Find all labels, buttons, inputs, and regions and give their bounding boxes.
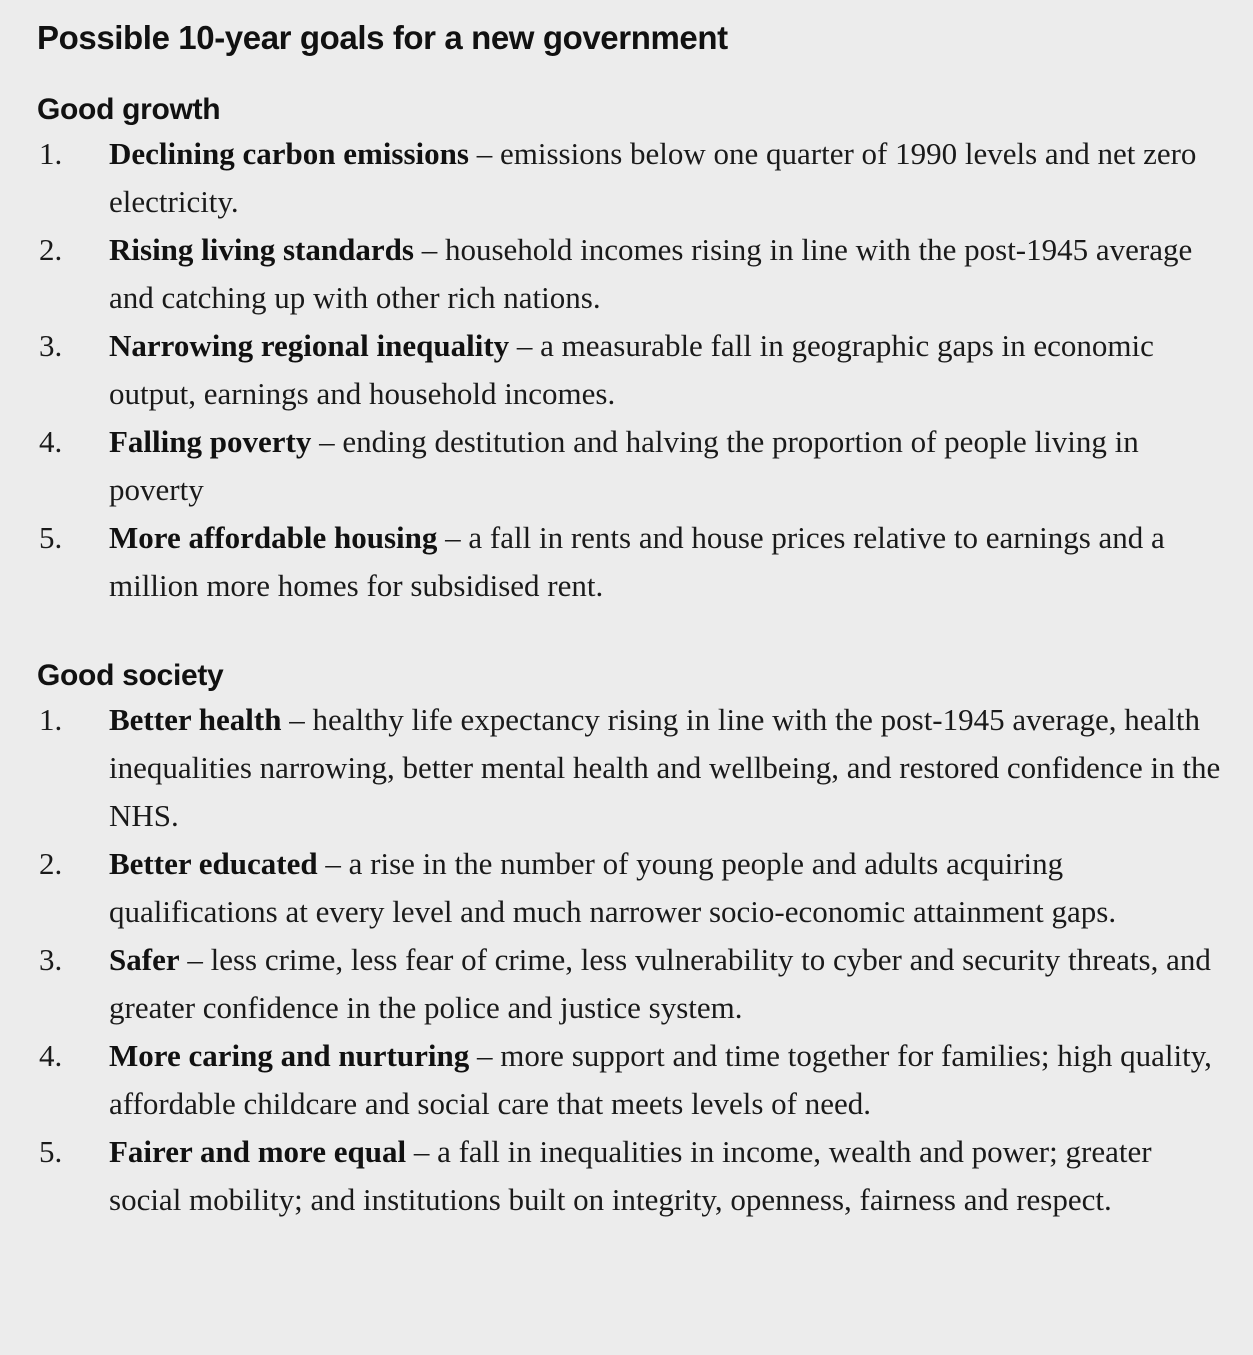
document-page: [37, 16, 1227, 1224]
section-heading-good-growth: Good growth: [37, 93, 221, 126]
list-item: [37, 840, 1227, 936]
goal-title: Narrowing regional inequality: [109, 328, 510, 363]
item-number: 4.: [39, 1038, 63, 1073]
list-item: [37, 1128, 1227, 1224]
item-number: 2.: [39, 232, 63, 267]
item-number: 5.: [39, 1134, 63, 1169]
goals-list-good-growth: [37, 130, 1227, 610]
goal-title: Fairer and more equal: [109, 1134, 407, 1169]
page-title: Possible 10-year goals for a new government: [37, 19, 728, 56]
goal-description: – less crime, less fear of crime, less vulnerability to cyber and security threats, and greater confidence in the police and justice system.: [109, 942, 1211, 1025]
goal-title: Rising living standards: [109, 232, 414, 267]
goal-description: – ending destitution and halving the proportion of people living in poverty: [109, 424, 1139, 507]
goal-title: Better health: [109, 702, 282, 737]
goal-title: Declining carbon emissions: [109, 136, 469, 171]
list-item: [37, 936, 1227, 1032]
list-item: [37, 322, 1227, 418]
goal-title: Falling poverty: [109, 424, 312, 459]
item-number: 3.: [39, 942, 63, 977]
goal-description: – emissions below one quarter of 1990 levels and net zero electricity.: [109, 136, 1197, 219]
goals-list-good-society: [37, 696, 1227, 1224]
goal-description: – household incomes rising in line with the post-1945 average and catching up with other rich nations.: [109, 232, 1193, 315]
goal-title: More caring and nurturing: [109, 1038, 470, 1073]
list-item: [37, 696, 1227, 840]
goal-title: Safer: [109, 942, 180, 977]
goal-description: – a measurable fall in geographic gaps in economic output, earnings and household incomes.: [109, 328, 1154, 411]
goal-description: – more support and time together for families; high quality, affordable childcare and social care that meets levels of need.: [109, 1038, 1212, 1121]
item-number: 2.: [39, 846, 63, 881]
list-item: [37, 418, 1227, 514]
item-number: 3.: [39, 328, 63, 363]
list-item: [37, 1032, 1227, 1128]
goal-description: – a fall in rents and house prices relative to earnings and a million more homes for subsidised rent.: [109, 520, 1165, 603]
item-number: 1.: [39, 136, 63, 171]
goal-description: – a fall in inequalities in income, wealth and power; greater social mobility; and institutions built on integrity, openness, fairness and respect.: [109, 1134, 1152, 1217]
goal-title: More affordable housing: [109, 520, 438, 555]
goal-description: – a rise in the number of young people and adults acquiring qualifications at every level and much narrower socio-economic attainment gaps.: [109, 846, 1117, 929]
item-number: 5.: [39, 520, 63, 555]
list-item: [37, 514, 1227, 610]
list-item: [37, 226, 1227, 322]
goal-description: – healthy life expectancy rising in line with the post-1945 average, health inequalities narrowing, better mental health and wellbeing, and restored confidence in the NHS.: [109, 702, 1221, 833]
section-heading-good-society: Good society: [37, 659, 224, 692]
list-item: [37, 130, 1227, 226]
item-number: 1.: [39, 702, 63, 737]
item-number: 4.: [39, 424, 63, 459]
goal-title: Better educated: [109, 846, 318, 881]
